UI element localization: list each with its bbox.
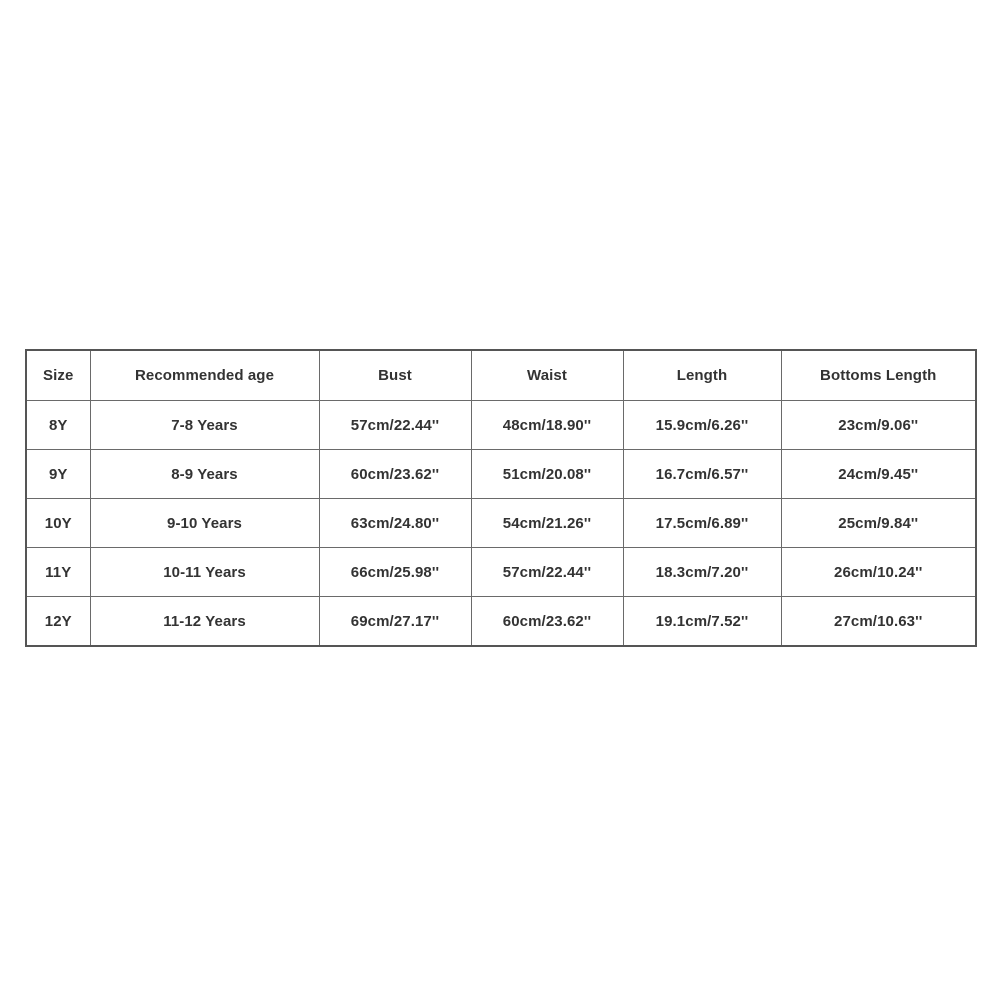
header-bust: Bust xyxy=(319,350,471,401)
header-recommended-age: Recommended age xyxy=(90,350,319,401)
cell-length: 17.5cm/6.89'' xyxy=(623,499,781,548)
cell-bust: 63cm/24.80'' xyxy=(319,499,471,548)
cell-waist: 54cm/21.26'' xyxy=(471,499,623,548)
cell-bust: 60cm/23.62'' xyxy=(319,450,471,499)
cell-length: 16.7cm/6.57'' xyxy=(623,450,781,499)
cell-length: 15.9cm/6.26'' xyxy=(623,401,781,450)
header-waist: Waist xyxy=(471,350,623,401)
table-row xyxy=(26,499,976,548)
cell-length: 18.3cm/7.20'' xyxy=(623,548,781,597)
cell-size: 10Y xyxy=(26,499,90,548)
cell-size: 11Y xyxy=(26,548,90,597)
cell-recommended-age: 8-9 Years xyxy=(90,450,319,499)
size-chart-table xyxy=(25,349,977,647)
table-row xyxy=(26,548,976,597)
cell-recommended-age: 9-10 Years xyxy=(90,499,319,548)
cell-bottoms-length: 25cm/9.84'' xyxy=(781,499,976,548)
cell-bust: 66cm/25.98'' xyxy=(319,548,471,597)
cell-size: 8Y xyxy=(26,401,90,450)
cell-recommended-age: 11-12 Years xyxy=(90,597,319,647)
cell-waist: 60cm/23.62'' xyxy=(471,597,623,647)
table-row xyxy=(26,401,976,450)
header-size: Size xyxy=(26,350,90,401)
cell-length: 19.1cm/7.52'' xyxy=(623,597,781,647)
cell-bust: 57cm/22.44'' xyxy=(319,401,471,450)
cell-recommended-age: 10-11 Years xyxy=(90,548,319,597)
cell-bust: 69cm/27.17'' xyxy=(319,597,471,647)
cell-waist: 51cm/20.08'' xyxy=(471,450,623,499)
table-row xyxy=(26,450,976,499)
cell-size: 12Y xyxy=(26,597,90,647)
cell-bottoms-length: 23cm/9.06'' xyxy=(781,401,976,450)
cell-size: 9Y xyxy=(26,450,90,499)
cell-waist: 48cm/18.90'' xyxy=(471,401,623,450)
header-bottoms-length: Bottoms Length xyxy=(781,350,976,401)
cell-bottoms-length: 26cm/10.24'' xyxy=(781,548,976,597)
cell-bottoms-length: 24cm/9.45'' xyxy=(781,450,976,499)
table-row xyxy=(26,597,976,647)
cell-waist: 57cm/22.44'' xyxy=(471,548,623,597)
cell-recommended-age: 7-8 Years xyxy=(90,401,319,450)
header-length: Length xyxy=(623,350,781,401)
cell-bottoms-length: 27cm/10.63'' xyxy=(781,597,976,647)
table-header-row xyxy=(26,350,976,401)
